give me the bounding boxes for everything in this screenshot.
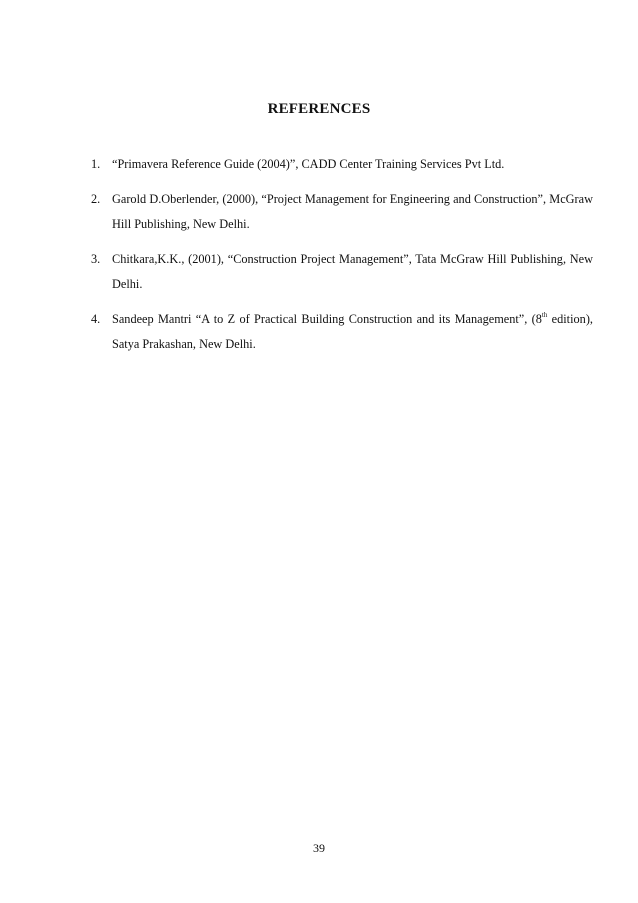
reference-text-tail: edition), Satya Prakashan, New Delhi. — [112, 312, 593, 351]
reference-text: Garold D.Oberlender, (2000), “Project Management for Engineering and Construction”, McGraw Hill Publishing, New Delhi. — [112, 192, 593, 231]
reference-text: Chitkara,K.K., (2001), “Construction Project Management”, Tata McGraw Hill Publishing, New Delhi. — [112, 252, 593, 291]
reference-item — [91, 152, 593, 177]
reference-number: 2. — [91, 192, 101, 206]
page-title: REFERENCES — [267, 101, 371, 117]
reference-text-main: Sandeep Mantri “A to Z of Practical Building Construction and its Management”, (8 — [112, 312, 542, 326]
page-number: 39 — [313, 841, 325, 855]
reference-number: 4. — [91, 312, 101, 326]
reference-text — [112, 312, 593, 351]
reference-item — [91, 247, 593, 297]
reference-number: 3. — [91, 252, 101, 266]
reference-item — [91, 307, 593, 357]
reference-list — [91, 152, 593, 367]
reference-text: “Primavera Reference Guide (2004)”, CADD Center Training Services Pvt Ltd. — [112, 157, 505, 171]
reference-number: 1. — [91, 157, 101, 171]
reference-item — [91, 187, 593, 237]
ordinal-superscript: th — [541, 311, 548, 319]
